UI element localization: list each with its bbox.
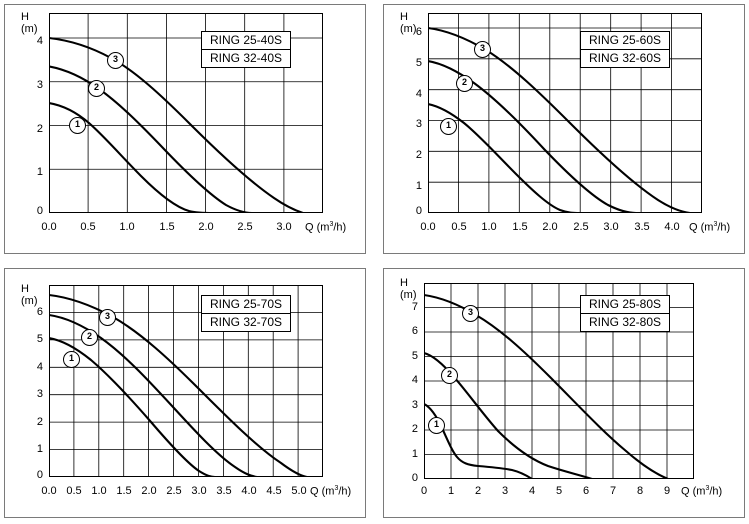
x-tick-label: 2.0: [542, 221, 558, 233]
y-tick-label: 3: [411, 399, 418, 411]
x-tick-label: 5.0: [291, 485, 307, 497]
x-tick-label: 5: [555, 485, 563, 497]
x-tick-label: 0.0: [41, 485, 57, 497]
x-axis-title: Q $(m^3/h)$: [681, 485, 723, 498]
y-tick-label: 4: [411, 374, 418, 386]
y-tick-label: 2: [36, 123, 43, 135]
x-tick-label: 2: [474, 485, 482, 497]
x-tick-label: 0.5: [80, 221, 96, 233]
y-tick-label: 0: [415, 205, 422, 217]
y-tick-label: 2: [415, 149, 422, 161]
legend-item: RING 32-70S: [201, 314, 291, 332]
x-tick-label: 4.0: [664, 221, 680, 233]
y-tick-label: 4: [36, 35, 43, 47]
x-tick-label: 3.0: [603, 221, 619, 233]
y-tick-label: 4: [36, 361, 43, 373]
legend-item: RING 25-40S: [201, 31, 291, 50]
x-tick-label: 0.5: [66, 485, 82, 497]
x-tick-label: 0.5: [451, 221, 467, 233]
x-tick-label: 2.5: [237, 221, 253, 233]
y-tick-label: 6: [415, 26, 422, 38]
y-axis-title: [21, 283, 38, 307]
legend-item: RING 32-60S: [580, 50, 670, 68]
x-tick-label: 4.0: [241, 485, 257, 497]
y-axis-title: [400, 277, 417, 301]
y-tick-label: 5: [411, 350, 418, 362]
legend: [580, 295, 670, 332]
y-tick-label: 1: [36, 443, 43, 455]
x-tick-label: 7: [609, 485, 617, 497]
legend-item: RING 32-40S: [201, 50, 291, 68]
x-tick-label: 6: [582, 485, 590, 497]
x-axis-title: Q $(m^3/h)$: [689, 221, 731, 234]
legend-item: RING 25-80S: [580, 295, 670, 314]
y-axis-symbol: H: [400, 11, 408, 23]
x-tick-label: 2.5: [166, 485, 182, 497]
y-axis-symbol: H: [21, 283, 29, 295]
x-tick-label: 0.0: [41, 221, 57, 233]
x-tick-label: 9: [663, 485, 671, 497]
x-tick-label: 3.5: [216, 485, 232, 497]
curve-marker-2: 2: [81, 329, 98, 346]
curve-marker-3: 3: [462, 305, 479, 322]
curve-marker-1: 1: [69, 117, 86, 134]
y-tick-label: 7: [411, 301, 418, 313]
x-tick-label: 3.0: [191, 485, 207, 497]
x-tick-label: 3.5: [634, 221, 650, 233]
legend: [580, 31, 670, 68]
y-tick-label: 3: [36, 388, 43, 400]
x-tick-label: 1.5: [159, 221, 175, 233]
y-tick-label: 1: [415, 180, 422, 192]
y-tick-label: 1: [36, 166, 43, 178]
x-axis-title: Q $(m^3/h)$: [305, 221, 347, 234]
chart-panel-ring-25-70s: [4, 268, 366, 518]
y-tick-label: 1: [411, 448, 418, 460]
x-tick-label: 2.5: [573, 221, 589, 233]
x-tick-label: 0.0: [420, 221, 436, 233]
y-tick-label: 0: [36, 205, 43, 217]
legend: [201, 295, 291, 332]
y-tick-label: 5: [415, 57, 422, 69]
curve-marker-2: 2: [441, 367, 458, 384]
y-tick-label: 6: [36, 306, 43, 318]
x-tick-label: 4: [528, 485, 536, 497]
y-axis-title: [21, 11, 38, 35]
y-tick-label: 4: [415, 88, 422, 100]
legend-item: RING 25-70S: [201, 295, 291, 314]
chart-panel-ring-25-40s: [4, 4, 366, 254]
x-tick-label: 1.5: [116, 485, 132, 497]
y-axis-unit: (m): [400, 23, 417, 35]
chart-panel-ring-25-80s: [383, 268, 745, 518]
legend-item: RING 25-60S: [580, 31, 670, 50]
x-tick-label: 1.5: [512, 221, 528, 233]
y-axis-unit: (m): [400, 289, 417, 301]
x-tick-label: 1.0: [91, 485, 107, 497]
curve-marker-3: 3: [474, 41, 491, 58]
y-tick-label: 0: [36, 469, 43, 481]
y-tick-label: 3: [36, 79, 43, 91]
curve-marker-1: 1: [440, 118, 457, 135]
y-axis-symbol: H: [400, 277, 408, 289]
y-tick-label: 3: [415, 118, 422, 130]
curve-marker-3: 3: [107, 52, 124, 69]
x-tick-label: 3.0: [276, 221, 292, 233]
y-tick-label: 0: [411, 472, 418, 484]
y-tick-label: 2: [36, 416, 43, 428]
curve-marker-2: 2: [88, 80, 105, 97]
y-axis-symbol: H: [21, 11, 29, 23]
y-tick-label: 5: [36, 333, 43, 345]
legend-item: RING 32-80S: [580, 314, 670, 332]
x-tick-label: 4.5: [266, 485, 282, 497]
curve-marker-1: 1: [428, 417, 445, 434]
x-tick-label: 3: [501, 485, 509, 497]
x-tick-label: 2.0: [198, 221, 214, 233]
x-tick-label: 0: [420, 485, 428, 497]
x-tick-label: 1.0: [119, 221, 135, 233]
curve-marker-2: 2: [456, 75, 473, 92]
y-axis-unit: (m): [21, 23, 38, 35]
x-axis-title: Q $(m^3/h)$: [310, 485, 352, 498]
x-tick-label: 1.0: [481, 221, 497, 233]
chart-panel-ring-25-60s: [383, 4, 745, 254]
y-tick-label: 2: [411, 423, 418, 435]
curve-marker-1: 1: [63, 351, 80, 368]
x-tick-label: 1: [447, 485, 455, 497]
curve-marker-3: 3: [99, 309, 116, 326]
x-tick-label: 2.0: [141, 485, 157, 497]
y-tick-label: 6: [411, 325, 418, 337]
legend: [201, 31, 291, 68]
x-tick-label: 8: [636, 485, 644, 497]
y-axis-unit: (m): [21, 295, 38, 307]
